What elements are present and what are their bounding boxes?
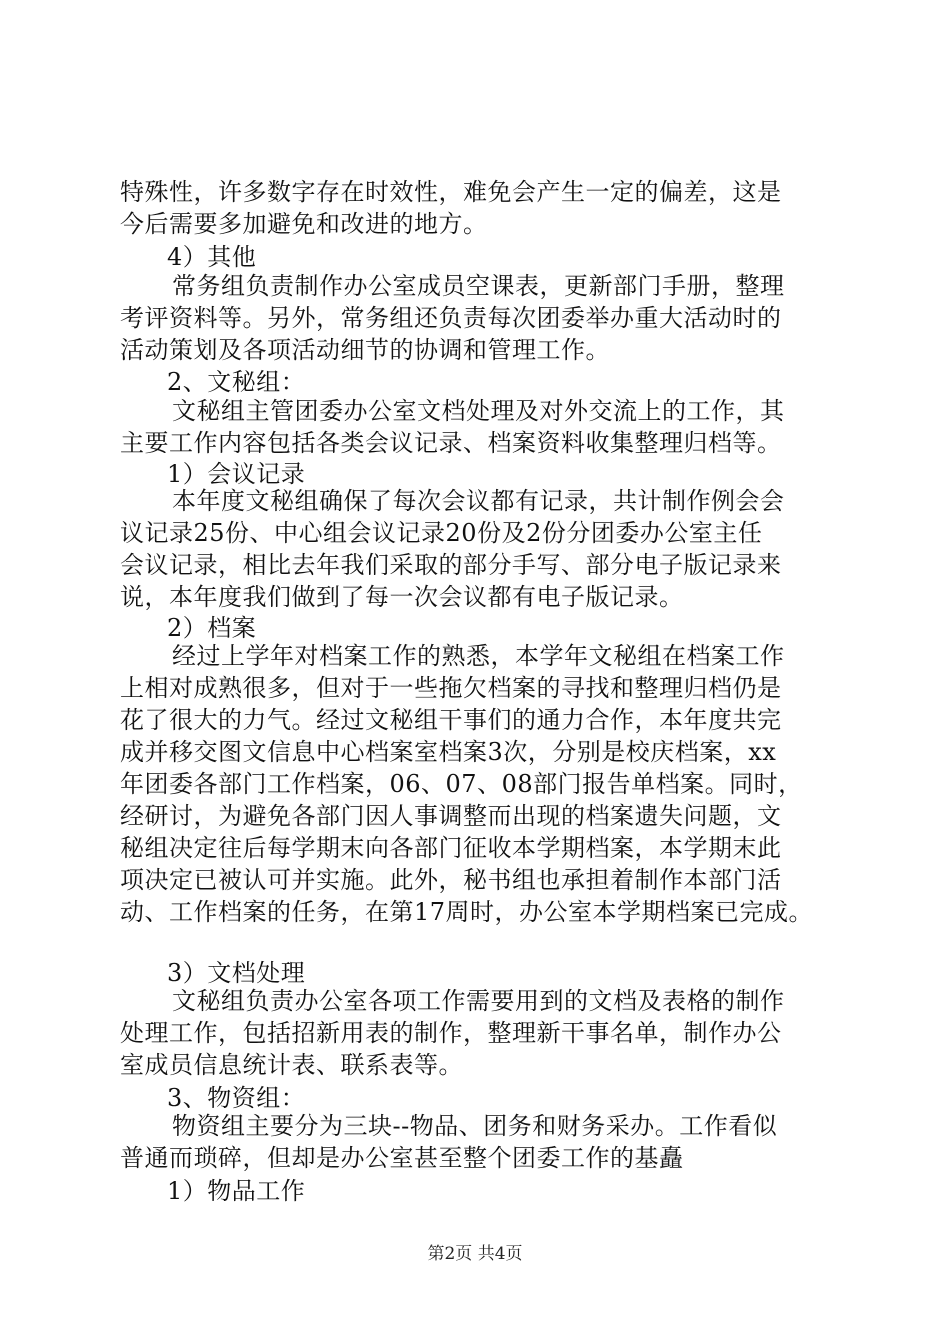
text-line: 秘组决定往后每学期末向各部门征收本学期档案，本学期末此 xyxy=(120,834,782,862)
text-line: 年团委各部门工作档案，06、07、08部门报告单档案。同时， xyxy=(120,770,803,798)
text-line: 活动策划及各项活动细节的协调和管理工作。 xyxy=(120,336,610,364)
page-footer: 第2页 共4页 xyxy=(427,1244,523,1264)
text-line: 特殊性，许多数字存在时效性，难免会产生一定的偏差，这是 xyxy=(120,178,782,206)
section-heading: 2）档案 xyxy=(167,614,257,642)
text-line: 说，本年度我们做到了每一次会议都有电子版记录。 xyxy=(120,583,684,611)
section-heading: 3）文档处理 xyxy=(167,959,306,987)
text-line: 花了很大的力气。经过文秘组干事们的通力合作，本年度共完 xyxy=(120,706,782,734)
text-line: 文秘组负责办公室各项工作需要用到的文档及表格的制作 xyxy=(172,987,785,1015)
text-line: 普通而琐碎，但却是办公室甚至整个团委工作的基矗 xyxy=(120,1144,684,1172)
text-line: 会议记录，相比去年我们采取的部分手写、部分电子版记录来 xyxy=(120,551,782,579)
text-line: 动、工作档案的任务，在第17周时，办公室本学期档案已完成。 xyxy=(120,898,814,926)
text-line: 今后需要多加避免和改进的地方。 xyxy=(120,210,488,238)
text-line: 成并移交图文信息中心档案室档案3次，分别是校庆档案，xx xyxy=(120,738,777,766)
text-line: 文秘组主管团委办公室文档处理及对外交流上的工作，其 xyxy=(172,397,785,425)
section-heading: 1）会议记录 xyxy=(167,460,306,488)
text-line: 议记录25份、中心组会议记录20份及2份分团委办公室主任 xyxy=(120,519,763,547)
text-line: 经过上学年对档案工作的熟悉，本学年文秘组在档案工作 xyxy=(172,642,785,670)
text-line: 考评资料等。另外，常务组还负责每次团委举办重大活动时的 xyxy=(120,304,782,332)
section-heading: 3、物资组： xyxy=(167,1084,306,1112)
text-line: 本年度文秘组确保了每次会议都有记录，共计制作例会会 xyxy=(172,487,785,515)
section-heading: 2、文秘组： xyxy=(167,368,306,396)
text-line: 物资组主要分为三块--物品、团务和财务采办。工作看似 xyxy=(172,1112,778,1140)
text-line: 处理工作，包括招新用表的制作，整理新干事名单，制作办公 xyxy=(120,1019,782,1047)
text-line: 常务组负责制作办公室成员空课表，更新部门手册，整理 xyxy=(172,272,785,300)
section-heading: 4）其他 xyxy=(167,243,257,271)
text-line: 经研讨，为避免各部门因人事调整而出现的档案遗失问题，文 xyxy=(120,802,782,830)
text-line: 室成员信息统计表、联系表等。 xyxy=(120,1051,463,1079)
text-line: 项决定已被认可并实施。此外，秘书组也承担着制作本部门活 xyxy=(120,866,782,894)
section-heading: 1）物品工作 xyxy=(167,1177,306,1205)
text-line: 主要工作内容包括各类会议记录、档案资料收集整理归档等。 xyxy=(120,429,782,457)
text-line: 上相对成熟很多，但对于一些拖欠档案的寻找和整理归档仍是 xyxy=(120,674,782,702)
